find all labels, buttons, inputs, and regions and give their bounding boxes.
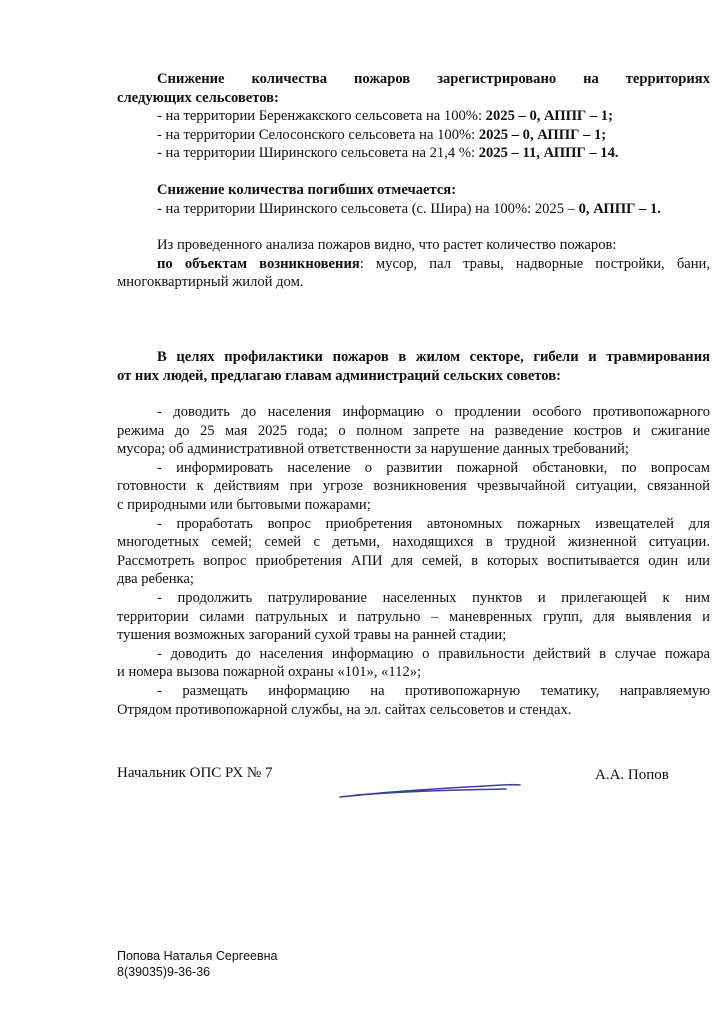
signer-name: А.А. Попов	[595, 767, 669, 783]
executor-info	[117, 948, 278, 980]
recommendations-heading-line1: В целях профилактики пожаров в жилом секторе, гибели и травмирования	[157, 349, 710, 365]
recommendation-line: - доводить до населения информацию о правильности действий в случае пожара	[157, 645, 710, 662]
signer-title: Начальник ОПС РХ № 7	[117, 765, 273, 781]
executor-phone: 8(39035)9-36-36	[117, 965, 211, 979]
fire-reduction-section	[117, 70, 710, 163]
fire-reduction-item-2	[117, 126, 710, 145]
recommendation-line: Рассмотреть вопрос приобретения АПИ для семей, в которых воспитывается один или	[117, 552, 710, 569]
recommendation-line: два ребенка;	[117, 571, 194, 588]
recommendations-heading-line2: от них людей, предлагаю главам администраций сельских советов:	[117, 367, 561, 384]
fire-reduction-heading-line1: Снижение количества пожаров зарегистрировано на территориях	[157, 71, 710, 87]
recommendation-item	[117, 645, 710, 682]
item-text: - на территории Ширинского сельсовета на 21,4 %:	[157, 145, 479, 162]
fire-reduction-heading-line2: следующих сельсоветов:	[117, 89, 279, 106]
objects-list: : мусор, пал травы, надворные постройки, бани,	[359, 255, 710, 272]
deaths-reduction-heading: Снижение количества погибших отмечается:	[157, 182, 457, 198]
recommendation-line: готовности к действиям при угрозе возникновения чрезвычайной ситуации, связанной	[117, 478, 710, 495]
recommendation-item	[117, 682, 710, 719]
recommendation-line: и номера вызова пожарной охраны «101», «112»;	[117, 664, 422, 681]
recommendation-line: - доводить до населения информацию о продлении особого противопожарного	[157, 404, 710, 420]
item-text: - на территории Селосонского сельсовета на 100%:	[157, 126, 479, 143]
recommendations-list	[117, 403, 710, 719]
item-text: - на территории Ширинского сельсовета (с. Шира) на 100%: 2025 –	[157, 200, 579, 217]
recommendation-line: с природными или бытовыми пожарами;	[117, 496, 371, 513]
recommendation-line: мусора; об административной ответственности за нарушение данных требований;	[117, 441, 629, 458]
handwritten-signature	[336, 779, 526, 803]
recommendation-line: Отрядом противопожарной службы, на эл. сайтах сельсоветов и стендах.	[117, 701, 572, 718]
item-stats: 0, АППГ – 1.	[578, 200, 661, 217]
recommendation-line: многодетных семей; семей с детьми, находящихся в трудной жизненной ситуации.	[117, 534, 710, 551]
fire-reduction-item-3	[117, 144, 710, 163]
analysis-paragraph	[117, 236, 710, 292]
item-stats: 2025 – 11, АППГ – 14.	[478, 145, 619, 162]
recommendation-item	[117, 459, 710, 515]
recommendation-item	[117, 589, 710, 645]
deaths-reduction-item	[117, 200, 710, 219]
recommendation-line: - информировать население о развитии пожарной обстановки, по вопросам	[157, 459, 710, 476]
analysis-line-1: Из проведенного анализа пожаров видно, что растет количество пожаров:	[157, 237, 617, 253]
item-stats: 2025 – 0, АППГ – 1;	[485, 108, 613, 125]
recommendations-heading	[117, 348, 710, 385]
recommendation-line: режима до 25 мая 2025 года; о полном запрете на разведение костров и сжигание	[117, 422, 710, 439]
recommendation-item	[117, 403, 710, 459]
recommendation-line: территории силами патрульных и патрульно – маневренных групп, для выявления и	[117, 608, 710, 625]
item-text: - на территории Беренжакского сельсовета на 100%:	[157, 108, 486, 125]
item-stats: 2025 – 0, АППГ – 1;	[478, 126, 607, 143]
recommendation-line: тушения возможных загораний сухой травы на ранней стадии;	[117, 627, 507, 644]
objects-label: по объектам возникновения	[157, 255, 360, 272]
analysis-line-2	[117, 255, 710, 274]
analysis-line-3: многоквартирный жилой дом.	[117, 274, 304, 291]
fire-reduction-item-1	[117, 107, 710, 126]
executor-name: Попова Наталья Сергеевна	[117, 949, 278, 963]
recommendation-line: - проработать вопрос приобретения автономных пожарных извещателей для	[157, 515, 710, 532]
recommendation-line: - размещать информацию на противопожарную тематику, направляемую	[157, 682, 710, 699]
recommendation-line: - продолжить патрулирование населенных пунктов и прилегающей к ним	[157, 589, 710, 606]
deaths-reduction-section	[117, 181, 710, 218]
recommendation-item	[117, 515, 710, 589]
